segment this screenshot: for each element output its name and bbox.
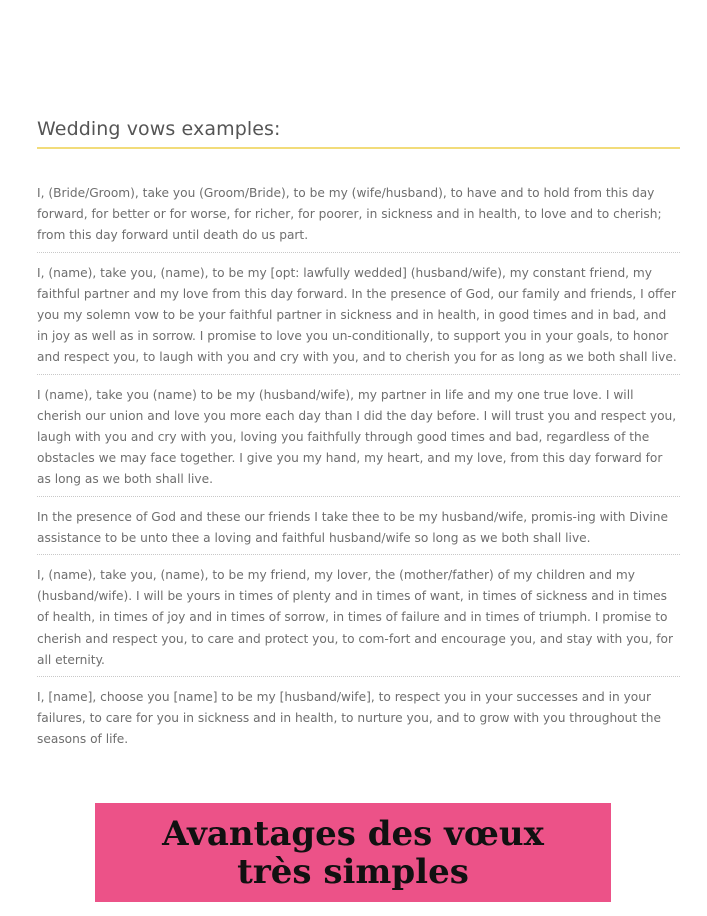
- caption-banner: [95, 803, 611, 902]
- caption-banner-text: Avantages des vœux très simples: [162, 813, 544, 892]
- vows-document: [37, 112, 680, 766]
- vow-paragraph-6: I, [name], choose you [name] to be my [husband/wife], to respect you in your successes and in your failures, to care for you in sickness and in health, to nurture you, and to grow with you throughout the seasons of life.: [37, 690, 662, 747]
- vow-paragraph-2: I, (name), take you, (name), to be my [opt: lawfully wedded] (husband/wife), my constant friend, my faithful partner and my love from this day forward. In the presence of God, our family and friends, I offer you my solemn vow to be your faithful partner in sickness and in health, in good times and in bad, and in joy as well as in sorrow. I promise to love you un-conditionally, to support you in your goals, to honor and respect you, to laugh with you and cry with you, and to cherish you for as long as we both shall live.: [37, 263, 680, 375]
- page-title: Wedding vows examples:: [37, 118, 281, 140]
- vow-paragraph-4: In the presence of God and these our friends I take thee to be my husband/wife, promis-ing with Divine assistance to be unto thee a loving and faithful husband/wife so long as we both shall live.: [37, 507, 680, 555]
- title-underline: [37, 147, 680, 149]
- vow-paragraph-1: I, (Bride/Groom), take you (Groom/Bride), to be my (wife/husband), to have and to hold from this day forward, for better or for worse, for richer, for poorer, in sickness and in health, to love and to cherish; from this day forward until death do us part.: [37, 183, 680, 253]
- vow-paragraph-3: I (name), take you (name) to be my (husband/wife), my partner in life and my one true love. I will cherish our union and love you more each day than I did the day before. I will trust you and respect you, laugh with you and cry with you, loving you faithfully through good times and bad, regardless of the obstacles we may face together. I give you my hand, my heart, and my love, from this day forward for as long as we both shall live.: [37, 385, 680, 497]
- vow-paragraph-5: I, (name), take you, (name), to be my friend, my lover, the (mother/father) of my children and my (husband/wife). I will be yours in times of plenty and in times of want, in times of sickness and in times of health, in times of joy and in times of sorrow, in times of failure and in times of triumph. I promise to cherish and respect you, to care and protect you, to com-fort and encourage you, and stay with you, for all eternity.: [37, 565, 680, 677]
